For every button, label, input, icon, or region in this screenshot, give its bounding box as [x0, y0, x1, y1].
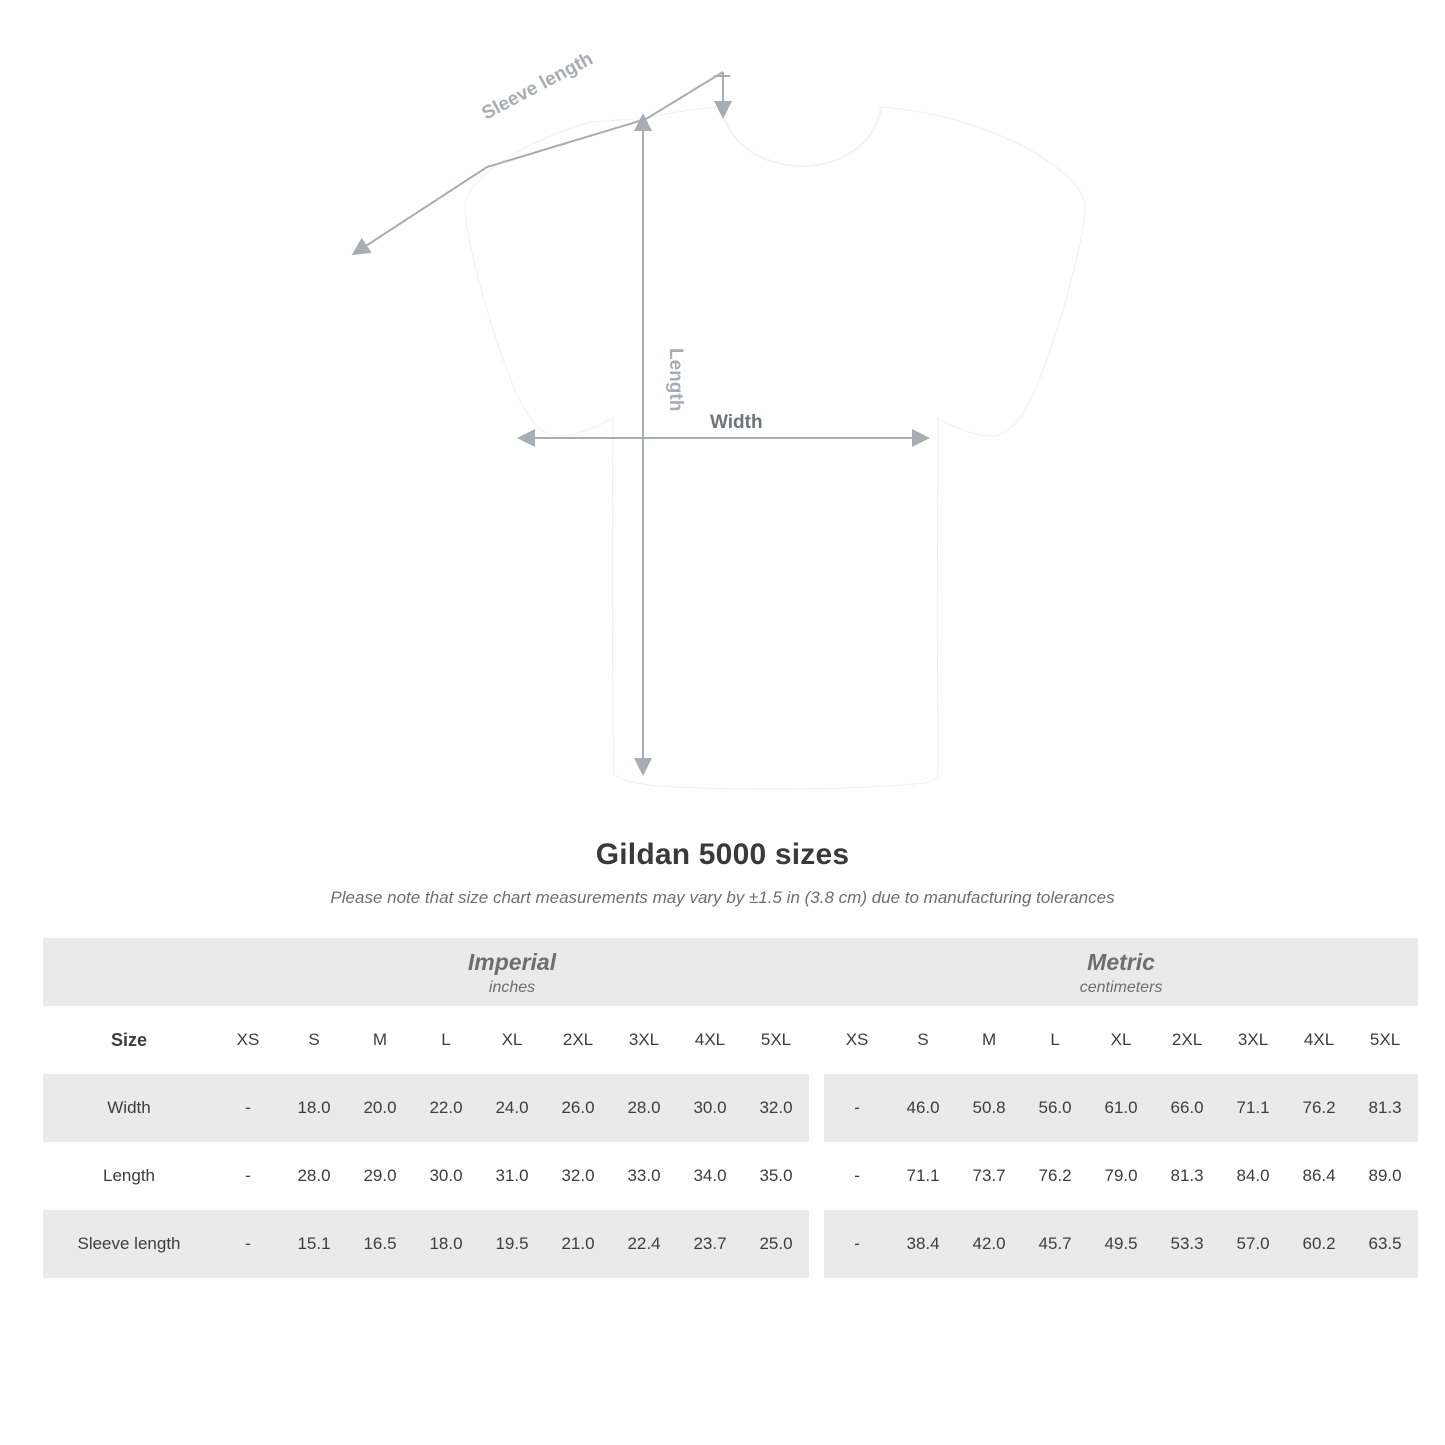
- imperial-header: [215, 938, 809, 1006]
- size-header-imperial-4: XL: [479, 1006, 545, 1074]
- size-header-metric-4: XL: [1088, 1006, 1154, 1074]
- length-imperial-7: 34.0: [677, 1142, 743, 1210]
- length-imperial-0: -: [215, 1142, 281, 1210]
- tolerance-note: Please note that size chart measurements may vary by ±1.5 in (3.8 cm) due to manufacturing tolerances: [330, 888, 1115, 907]
- width-gap: [809, 1074, 824, 1142]
- sleeve-imperial-4: 19.5: [479, 1210, 545, 1278]
- width-imperial-0: -: [215, 1074, 281, 1142]
- size-header-imperial-2: M: [347, 1006, 413, 1074]
- row-label-length: Length: [43, 1142, 215, 1210]
- unit-header-gap: [809, 938, 824, 1006]
- row-label-sleeve-length: Sleeve length: [43, 1210, 215, 1278]
- sleeve-imperial-3: 18.0: [413, 1210, 479, 1278]
- sleeve-imperial-8: 25.0: [743, 1210, 809, 1278]
- size-header-imperial-5: 2XL: [545, 1006, 611, 1074]
- length-gap: [809, 1142, 824, 1210]
- width-imperial-8: 32.0: [743, 1074, 809, 1142]
- length-imperial-8: 35.0: [743, 1142, 809, 1210]
- width-imperial-4: 24.0: [479, 1074, 545, 1142]
- unit-header-spacer: [43, 938, 215, 1006]
- length-metric-2: 73.7: [956, 1142, 1022, 1210]
- sleeve-metric-8: 63.5: [1352, 1210, 1418, 1278]
- width-metric-7: 76.2: [1286, 1074, 1352, 1142]
- size-table-wrap: [43, 938, 1402, 1278]
- size-header-imperial-8: 5XL: [743, 1006, 809, 1074]
- size-header-row: [43, 1006, 1418, 1074]
- length-metric-3: 76.2: [1022, 1142, 1088, 1210]
- size-header-imperial-3: L: [413, 1006, 479, 1074]
- sleeve-imperial-6: 22.4: [611, 1210, 677, 1278]
- width-metric-4: 61.0: [1088, 1074, 1154, 1142]
- page-title: Gildan 5000 sizes: [595, 838, 850, 871]
- width-imperial-5: 26.0: [545, 1074, 611, 1142]
- length-imperial-6: 33.0: [611, 1142, 677, 1210]
- unit-header-row: [43, 938, 1418, 1006]
- length-metric-4: 79.0: [1088, 1142, 1154, 1210]
- size-header-imperial-1: S: [281, 1006, 347, 1074]
- imperial-name: Imperial: [467, 949, 557, 976]
- width-metric-8: 81.3: [1352, 1074, 1418, 1142]
- sleeve-imperial-1: 15.1: [281, 1210, 347, 1278]
- width-metric-3: 56.0: [1022, 1074, 1088, 1142]
- size-header-metric-8: 5XL: [1352, 1006, 1418, 1074]
- sleeve-imperial-5: 21.0: [545, 1210, 611, 1278]
- length-metric-1: 71.1: [890, 1142, 956, 1210]
- size-header-metric-6: 3XL: [1220, 1006, 1286, 1074]
- size-header-imperial-6: 3XL: [611, 1006, 677, 1074]
- table-row-length: [43, 1142, 1418, 1210]
- size-header-metric-3: L: [1022, 1006, 1088, 1074]
- sleeve-metric-7: 60.2: [1286, 1210, 1352, 1278]
- length-imperial-2: 29.0: [347, 1142, 413, 1210]
- sleeve-imperial-0: -: [215, 1210, 281, 1278]
- length-metric-5: 81.3: [1154, 1142, 1220, 1210]
- length-imperial-5: 32.0: [545, 1142, 611, 1210]
- imperial-sub: inches: [488, 978, 536, 996]
- metric-sub: centimeters: [1079, 978, 1163, 996]
- sleeve-gap: [809, 1210, 824, 1278]
- sleeve-metric-6: 57.0: [1220, 1210, 1286, 1278]
- size-header-metric-0: XS: [824, 1006, 890, 1074]
- size-header-metric-7: 4XL: [1286, 1006, 1352, 1074]
- size-header-imperial-0: XS: [215, 1006, 281, 1074]
- size-header-metric-5: 2XL: [1154, 1006, 1220, 1074]
- sleeve-metric-2: 42.0: [956, 1210, 1022, 1278]
- length-imperial-3: 30.0: [413, 1142, 479, 1210]
- length-metric-8: 89.0: [1352, 1142, 1418, 1210]
- width-imperial-7: 30.0: [677, 1074, 743, 1142]
- sleeve-metric-3: 45.7: [1022, 1210, 1088, 1278]
- sleeve-imperial-2: 16.5: [347, 1210, 413, 1278]
- width-metric-2: 50.8: [956, 1074, 1022, 1142]
- tshirt-shape: [465, 107, 1085, 789]
- width-metric-0: -: [824, 1074, 890, 1142]
- length-label: Length: [665, 348, 686, 412]
- length-imperial-1: 28.0: [281, 1142, 347, 1210]
- width-imperial-2: 20.0: [347, 1074, 413, 1142]
- width-imperial-6: 28.0: [611, 1074, 677, 1142]
- width-metric-1: 46.0: [890, 1074, 956, 1142]
- size-header-gap: [809, 1006, 824, 1074]
- size-table: [43, 938, 1418, 1278]
- metric-name: Metric: [1087, 949, 1155, 976]
- table-row-width: [43, 1074, 1418, 1142]
- width-label: Width: [710, 412, 763, 433]
- size-header-label: Size: [43, 1006, 215, 1074]
- sleeve-metric-1: 38.4: [890, 1210, 956, 1278]
- length-metric-6: 84.0: [1220, 1142, 1286, 1210]
- sleeve-imperial-7: 23.7: [677, 1210, 743, 1278]
- sleeve-metric-5: 53.3: [1154, 1210, 1220, 1278]
- size-header-metric-2: M: [956, 1006, 1022, 1074]
- width-imperial-3: 22.0: [413, 1074, 479, 1142]
- row-label-width: Width: [43, 1074, 215, 1142]
- sleeve-metric-4: 49.5: [1088, 1210, 1154, 1278]
- metric-header: [824, 938, 1418, 1006]
- title-block: [0, 838, 1445, 908]
- length-metric-0: -: [824, 1142, 890, 1210]
- size-header-imperial-7: 4XL: [677, 1006, 743, 1074]
- length-metric-7: 86.4: [1286, 1142, 1352, 1210]
- sleeve-metric-0: -: [824, 1210, 890, 1278]
- length-imperial-4: 31.0: [479, 1142, 545, 1210]
- width-metric-5: 66.0: [1154, 1074, 1220, 1142]
- width-imperial-1: 18.0: [281, 1074, 347, 1142]
- width-metric-6: 71.1: [1220, 1074, 1286, 1142]
- size-header-metric-1: S: [890, 1006, 956, 1074]
- sleeve-length-label: Sleeve length: [478, 48, 597, 125]
- table-row-sleeve-length: [43, 1210, 1418, 1278]
